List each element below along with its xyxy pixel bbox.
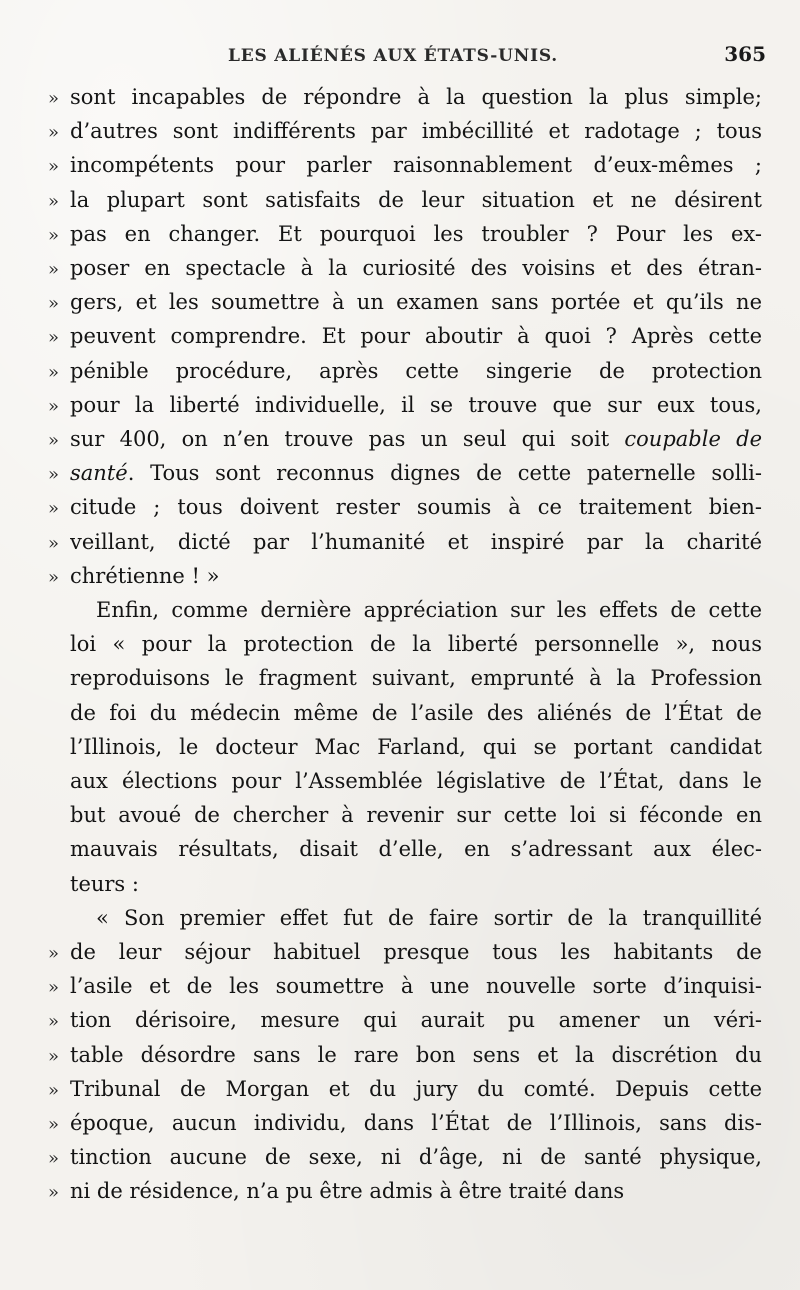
line-main-text: veillant, dicté par l’humanité et inspiré par la charité: [70, 529, 762, 554]
guillemet-marker: »: [48, 88, 60, 109]
line-text: [70, 490, 762, 524]
text-line: [48, 285, 762, 319]
line-text: [70, 867, 762, 901]
line-text: [70, 764, 762, 798]
text-line: [48, 525, 762, 559]
guillemet-marker: »: [48, 1045, 60, 1067]
text-line: [48, 901, 762, 935]
guillemet-marker: »: [48, 464, 60, 486]
line-main-text: Enfin, comme dernière appréciation sur les effets de cette: [96, 598, 762, 622]
guillemet-marker: »: [48, 190, 60, 212]
line-text: [70, 661, 762, 695]
line-text: [70, 114, 762, 148]
guillemet-marker: »: [48, 498, 60, 520]
line-text: [70, 593, 762, 627]
text-line: [48, 114, 762, 148]
line-text: [70, 148, 762, 182]
line-text: [70, 388, 762, 422]
text-line: [48, 217, 762, 251]
line-main-text: aux élections pour l’Assemblée législative de l’État, dans le: [70, 769, 762, 793]
text-line: [48, 935, 762, 969]
line-text: [70, 1003, 762, 1037]
line-text: [70, 901, 762, 935]
text-line: [48, 1140, 762, 1174]
line-text: [70, 832, 762, 866]
line-main-text: d’autres sont indifférents par imbécillité et radotage ; tous: [70, 119, 762, 144]
page-header: [200, 40, 766, 76]
text-line: [48, 1003, 762, 1037]
line-main-text: pénible procédure, après cette singerie de protection: [70, 358, 762, 383]
text-line: [48, 969, 762, 1003]
line-main-text: « Son premier effet fut de faire sortir de la tranquillité: [96, 905, 762, 930]
text-line: [48, 354, 762, 388]
line-main-text: citude ; tous doivent rester soumis à ce traitement bien-: [70, 495, 762, 520]
text-line: [48, 1072, 762, 1106]
line-text: [70, 525, 762, 559]
page-number: 365: [724, 42, 766, 66]
text-line: [48, 1174, 762, 1208]
line-main-text: tion dérisoire, mesure qui aurait pu amener un véri-: [70, 1008, 762, 1033]
line-text: [70, 1174, 762, 1208]
text-line: [48, 422, 762, 456]
text-line: [48, 764, 762, 798]
line-text: [70, 183, 762, 217]
line-main-text: incompétents pour parler raisonnablement d’eux-mêmes ;: [70, 153, 762, 178]
line-main-text: teurs :: [70, 871, 139, 896]
line-text: [70, 798, 762, 832]
guillemet-marker: »: [48, 327, 60, 349]
line-text: [70, 422, 762, 456]
text-line: [48, 251, 762, 285]
text-block: [48, 80, 762, 1280]
text-line: [48, 661, 762, 695]
text-line: [48, 388, 762, 422]
line-text: [70, 354, 762, 388]
guillemet-marker: »: [48, 259, 60, 280]
line-main-text: l’Illinois, le docteur Mac Farland, qui se portant candidat: [70, 734, 762, 759]
line-main-text: but avoué de chercher à revenir sur cette loi si féconde en: [70, 803, 762, 828]
line-main-text: l’asile et de les soumettre à une nouvelle sorte d’inquisi-: [70, 974, 762, 999]
line-main-text: loi « pour la protection de la liberté personnelle », nous: [70, 632, 762, 657]
line-text: [70, 1038, 762, 1072]
guillemet-marker: »: [48, 566, 60, 588]
line-main-text: poser en spectacle à la curiosité des voisins et des étran-: [70, 256, 762, 280]
line-text: [70, 696, 762, 730]
text-line: [48, 627, 762, 661]
italic-emphasis: coupable de: [624, 427, 762, 451]
line-text: [70, 285, 762, 319]
line-text: [70, 251, 762, 285]
guillemet-marker: »: [48, 224, 60, 246]
text-line: [48, 1038, 762, 1072]
line-main-text: ni de résidence, n’a pu être admis à être traité dans: [70, 1179, 625, 1204]
text-line: [48, 80, 762, 114]
text-line: [48, 456, 762, 490]
line-text: [70, 319, 762, 353]
guillemet-marker: »: [48, 361, 60, 383]
guillemet-marker: »: [48, 395, 60, 417]
text-line: [48, 867, 762, 901]
line-main-text: table désordre sans le rare bon sens et la discrétion du: [70, 1042, 762, 1067]
text-line: [48, 319, 762, 353]
text-line: [48, 559, 762, 593]
line-main-text: la plupart sont satisfaits de leur situation et ne désirent: [70, 187, 762, 212]
line-text: [70, 217, 762, 251]
line-main-text: pas en changer. Et pourquoi les troubler ? Pour les ex-: [70, 221, 762, 246]
line-text: [70, 935, 762, 969]
guillemet-marker: »: [48, 122, 60, 144]
line-text: [70, 730, 762, 764]
guillemet-marker: »: [48, 1182, 60, 1204]
line-text: [70, 1140, 762, 1174]
text-line: [48, 593, 762, 627]
running-head: LES ALIÉNÉS AUX ÉTATS-UNIS.: [228, 46, 559, 66]
line-main-text: tinction aucune de sexe, ni d’âge, ni de santé physique,: [70, 1145, 762, 1170]
line-text: [70, 80, 762, 114]
line-text: [70, 559, 762, 593]
text-line: [48, 696, 762, 730]
text-line: [48, 1106, 762, 1140]
line-main-text: . Tous sont reconnus dignes de cette paternelle solli-: [127, 461, 762, 486]
line-main-text: reproduisons le fragment suivant, emprunté à la Profession: [70, 666, 762, 691]
line-main-text: de foi du médecin même de l’asile des aliénés de l’État de: [70, 700, 762, 725]
line-main-text: de leur séjour habituel presque tous les habitants de: [70, 940, 762, 964]
line-text: [70, 456, 762, 490]
line-main-text: sont incapables de répondre à la question la plus simple;: [70, 85, 762, 109]
guillemet-marker: »: [48, 1079, 60, 1101]
text-line: [48, 148, 762, 182]
guillemet-marker: »: [48, 1148, 60, 1170]
line-text: [70, 969, 762, 1003]
italic-emphasis: santé: [70, 461, 128, 486]
guillemet-marker: »: [48, 532, 60, 554]
guillemet-marker: »: [48, 1011, 60, 1033]
line-text: [70, 1072, 762, 1106]
line-text: [70, 627, 762, 661]
guillemet-marker: »: [48, 293, 60, 315]
guillemet-marker: »: [48, 430, 60, 451]
text-line: [48, 183, 762, 217]
text-line: [48, 832, 762, 866]
line-main-text: pour la liberté individuelle, il se trouve que sur eux tous,: [70, 392, 762, 417]
line-text: [70, 1106, 762, 1140]
line-main-text: gers, et les soumettre à un examen sans portée et qu’ils ne: [70, 290, 762, 315]
line-main-text: peuvent comprendre. Et pour aboutir à quoi ? Après cette: [70, 324, 762, 349]
text-line: [48, 730, 762, 764]
line-main-text: époque, aucun individu, dans l’État de l’Illinois, sans dis-: [70, 1111, 762, 1135]
line-main-text: sur 400, on n’en trouve pas un seul qui soit: [70, 427, 625, 451]
guillemet-marker: »: [48, 977, 60, 999]
guillemet-marker: »: [48, 1114, 60, 1135]
text-line: [48, 490, 762, 524]
line-main-text: mauvais résultats, disait d’elle, en s’adressant aux élec-: [70, 837, 762, 862]
line-main-text: chrétienne ! »: [70, 563, 220, 588]
line-main-text: Tribunal de Morgan et du jury du comté. Depuis cette: [70, 1076, 762, 1101]
guillemet-marker: »: [48, 943, 60, 964]
guillemet-marker: »: [48, 156, 60, 178]
text-line: [48, 798, 762, 832]
